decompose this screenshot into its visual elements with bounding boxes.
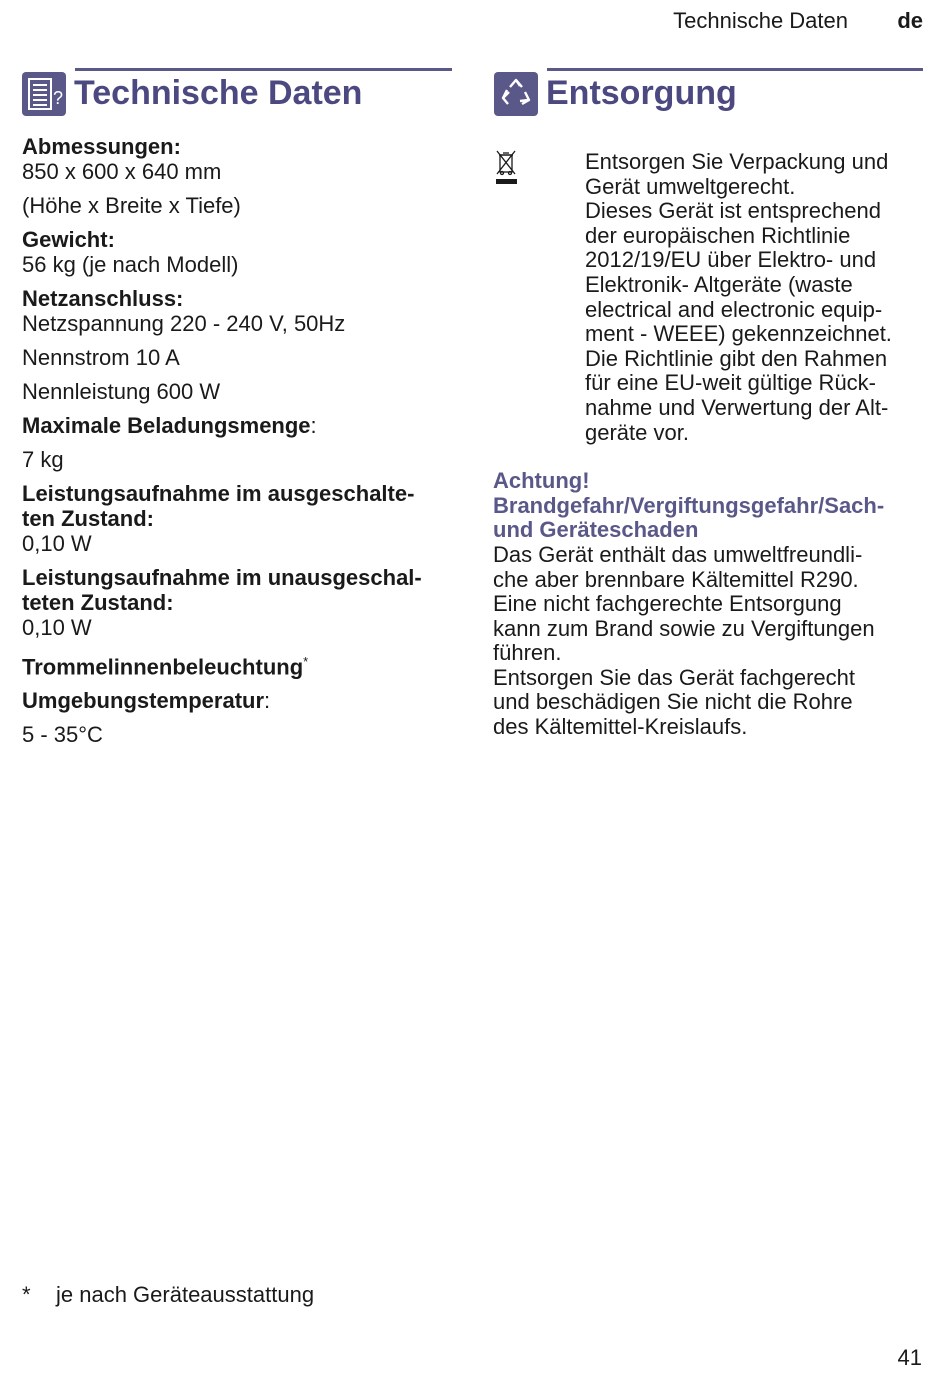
spec-max-load [22,413,452,472]
spec-dimensions [22,134,452,218]
language-code: de [897,8,923,33]
warning-subtitle: Brandgefahr/Vergiftungsgefahr/Sach- [493,492,885,518]
spec-label: Leistungsaufnahme im ausgeschalte- [22,481,415,506]
spec-label: Abmessungen: [22,134,181,159]
heading-rule [547,68,923,71]
recycle-icon [494,72,538,116]
weee-line: Elektronik- Altgeräte (waste [585,271,853,297]
warning-line: Eine nicht fachgerechte Entsorgung [493,591,842,617]
weee-line: Dieses Gerät ist entsprechend [585,198,881,224]
disposal-section [493,150,923,740]
spec-label: Netzanschluss: [22,286,184,311]
footnote-marker: * [22,1282,31,1307]
warning-subtitle: und Geräteschaden [493,517,699,543]
spec-value: 56 kg (je nach Modell) [22,252,239,277]
footnote-text: je nach Geräteausstattung [56,1282,315,1307]
spec-value: 0,10 W [22,615,92,640]
spec-value: Netzspannung 220 - 240 V, 50Hz [22,311,346,336]
spec-power-connection [22,286,452,404]
technical-data-list [22,134,452,756]
weee-line: ment - WEEE) gekennzeichnet. [585,321,892,347]
spec-weight [22,227,452,277]
warning-title: Achtung! [493,468,590,494]
spec-value: (Höhe x Breite x Tiefe) [22,193,241,218]
spec-value: 5 - 35°C [22,722,103,748]
spec-value: Nennleistung 600 W [22,379,221,404]
warning-line: Das Gerät enthält das umweltfreundli- [493,541,863,567]
spec-ambient-temperature [22,688,452,747]
weee-line: Entsorgen Sie Verpackung und [585,149,889,174]
weee-line: der europäischen Richtlinie [585,222,851,248]
warning-line: che aber brennbare Kältemittel R290. [493,566,859,592]
spec-label: ten Zustand: [22,506,154,531]
warning-line: führen. [493,640,562,666]
spec-label: Maximale Beladungsmenge [22,413,311,438]
section-title: Technische Daten [74,74,363,112]
spec-label-suffix: : [310,413,317,438]
spec-value: 0,10 W [22,531,92,556]
spec-power-off [22,481,452,556]
spec-label: Trommelinnenbeleuchtung [22,654,304,680]
spec-label-suffix: : [264,688,271,714]
page-number: 41 [897,1345,922,1370]
footnote-marker: * [303,654,309,669]
spec-label: Leistungsaufnahme im unausgeschal- [22,565,422,590]
spec-label: Umgebungstemperatur [22,688,265,714]
weee-line: 2012/19/EU über Elektro- und [585,247,877,273]
warning-line: Entsorgen Sie das Gerät fachgerecht [493,664,855,690]
spec-sheet-question-icon [22,72,66,116]
technische-daten-heading [22,68,452,118]
spec-power-standby [22,565,452,640]
spec-label: Gewicht: [22,227,115,252]
spec-label: teten Zustand: [22,590,174,615]
weee-line: electrical and electronic equip- [585,296,883,322]
warning-line: kann zum Brand sowie zu Vergiftungen [493,615,875,641]
footnote [22,1282,314,1308]
spec-value: 850 x 600 x 640 mm [22,159,222,184]
warning-line: und beschädigen Sie nicht die Rohre [493,689,853,715]
running-header-title: Technische Daten [673,8,848,33]
spec-value: Nennstrom 10 A [22,345,180,370]
spec-drum-light [22,649,452,679]
section-title: Entsorgung [546,74,737,112]
page-header [0,6,950,36]
spec-value: 7 kg [22,447,64,472]
weee-line: für eine EU-weit gültige Rück- [585,370,877,396]
heading-rule [75,68,452,71]
weee-notice [493,150,923,445]
weee-line: nahme und Verwertung der Alt- [585,394,889,420]
weee-line: Die Richtlinie gibt den Rahmen [585,345,888,371]
weee-line: Gerät umweltgerecht. [585,173,796,199]
crossed-bin-icon [493,150,521,188]
entsorgung-heading [494,68,924,118]
svg-text:?: ? [52,88,64,108]
warning-line: des Kältemittel-Kreislaufs. [493,714,748,740]
weee-line: geräte vor. [585,419,689,445]
